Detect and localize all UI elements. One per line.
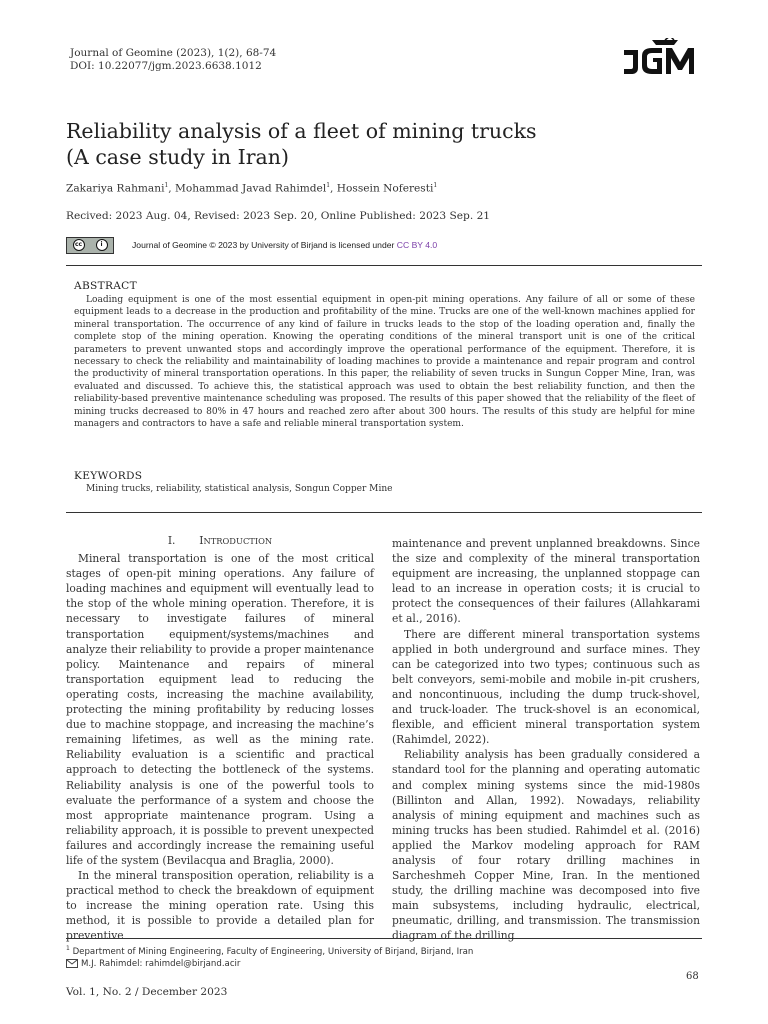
article-title bbox=[66, 118, 686, 170]
footnote-mark: 1 bbox=[66, 945, 70, 952]
section-number: I. bbox=[167, 534, 176, 547]
abstract-heading: ABSTRACT bbox=[74, 280, 137, 292]
license-text bbox=[132, 240, 437, 250]
divider bbox=[66, 512, 702, 513]
volume-info: Vol. 1, No. 2 / December 2023 bbox=[66, 986, 228, 998]
body-column-left bbox=[66, 533, 374, 944]
title-line-1: Reliability analysis of a fleet of mining trucks bbox=[66, 119, 537, 143]
publication-dates: Recived: 2023 Aug. 04, Revised: 2023 Sep. 20, Online Published: 2023 Sep. 21 bbox=[66, 210, 491, 222]
section-title-initial: I bbox=[199, 534, 204, 547]
license-statement: Journal of Geomine © 2023 by University of Birjand is licensed under bbox=[132, 240, 397, 250]
license-row bbox=[66, 236, 437, 254]
cc-by-badge-icon bbox=[66, 237, 114, 254]
title-line-2: (A case study in Iran) bbox=[66, 145, 289, 169]
section-title-rest: NTRODUCTION bbox=[203, 536, 273, 546]
page-number: 68 bbox=[686, 971, 699, 982]
affiliation-footnote bbox=[66, 945, 473, 957]
author-list bbox=[66, 182, 437, 195]
journal-header bbox=[70, 47, 276, 73]
abstract-text: Loading equipment is one of the most essential equipment in open-pit mining operations. Any failure of all or some of these equipment leads to a decrease in the production and profitability of the mine. Trucks are one of the well-known machines applied for mineral transportation. The occurrence of any kind of failure in trucks leads to the stop of the loading operation and, finally the complete stop of the mining operation. Knowing the operating conditions of the mineral transport unit is one of the critical parameters to prevent unwanted stops and accordingly improve the operational performance of the equipment. Therefore, it is necessary to check the reliability and maintainability of loading machines to provide a maintenance and repair program and control the productivity of mineral transportation operations. In this paper, the reliability of seven trucks in Sungun Copper Mine, Iran, was evaluated and discussed. To achieve this, the statistical approach was used to obtain the best reliability function, and then the reliability-based preventive maintenance scheduling was proposed. The results of this paper showed that the reliability of the fleet of mining trucks decreased to 80% in 47 hours and reached zero after about 300 hours. The results of this study are helpful for mine managers and contractors to have a safe and reliable mineral transportation system. bbox=[74, 295, 695, 430]
journal-logo bbox=[622, 38, 700, 76]
author-name: Mohammad Javad Rahimdel bbox=[175, 182, 327, 195]
paragraph: In the mineral transposition operation, reliability is a practical method to check the breakdown of equipment to increase the mining operation rate. Using this method, it is possible to provide a detailed plan for preventive bbox=[66, 869, 374, 943]
author-separator: , bbox=[330, 182, 337, 195]
footnote-divider bbox=[66, 938, 702, 939]
cc-icon: cc bbox=[73, 239, 85, 251]
contact-footnote bbox=[66, 959, 240, 969]
author-name: Hossein Noferesti bbox=[336, 182, 434, 195]
paragraph: maintenance and prevent unplanned breakdowns. Since the size and complexity of the mineral transportation equipment are increasing, the unplanned stoppage can lead to an increase in operation costs; it is crucial to protect the consequences of their failures (Allahkarami et al., 2016). bbox=[392, 537, 700, 626]
contact-text: M.J. Rahimdel: rahimdel@birjand.acir bbox=[81, 959, 241, 969]
doi: DOI: 10.22077/jgm.2023.6638.1012 bbox=[70, 60, 262, 72]
keywords-heading: KEYWORDS bbox=[74, 470, 143, 482]
keywords-text: Mining trucks, reliability, statistical analysis, Songun Copper Mine bbox=[86, 484, 393, 494]
author-separator: , bbox=[168, 182, 176, 195]
attribution-icon: i bbox=[96, 239, 108, 251]
journal-citation: Journal of Geomine (2023), 1(2), 68-74 bbox=[70, 47, 277, 59]
paragraph: Mineral transportation is one of the most critical stages of open-pit mining operations. Any failure of loading machines and equipment will eventually lead to the stop of the whole mining operation. Therefore, it is necessary to investigate failures of mineral transportation equipment/systems/machines and analyze their reliability to provide a proper maintenance policy. Maintenance and repairs of mineral transportation equipment lead to reducing the operating costs, increasing the machine availability, protecting the mining profitability by reducing losses due to machine stoppage, and increasing the machine’s remaining lifetimes, as well as the mining rate. Reliability evaluation is a scientific and practical approach to detecting the bottleneck of the systems. Reliability analysis is one of the powerful tools to evaluate the performance of a system and choose the most appropriate maintenance program. Using a reliability approach, it is possible to prevent unexpected failures and accordingly increase the remaining useful life of the system (Bevilacqua and Braglia, 2000). bbox=[66, 552, 374, 867]
divider bbox=[66, 265, 702, 266]
section-heading bbox=[66, 533, 374, 549]
body-column-right bbox=[392, 536, 700, 944]
affiliation-mark: 1 bbox=[326, 182, 331, 189]
paragraph: Reliability analysis has been gradually considered a standard tool for the planning and operating automatic and complex mining systems since the mid-1980s (Billinton and Allan, 1992). Nowadays, reliability analysis of mining equipment and machines such as mining trucks has been studied. Rahimdel et al. (2016) applied the Markov modeling approach for RAM analysis of four rotary drilling machines in Sarcheshmeh Copper Mine, Iran. In the mentioned study, the drilling machine was decomposed into five main subsystems, including hydraulic, electrical, pneumatic, drilling, and transmission. The transmission diagram of the drilling bbox=[392, 748, 700, 943]
affiliation-mark: 1 bbox=[433, 182, 438, 189]
author-name: Zakariya Rahmani bbox=[66, 182, 165, 195]
affiliation-mark: 1 bbox=[164, 182, 169, 189]
abstract-body bbox=[74, 294, 695, 430]
cc-by-link[interactable]: CC BY 4.0 bbox=[396, 240, 438, 250]
envelope-icon bbox=[66, 959, 78, 968]
paragraph: There are different mineral transportation systems applied in both underground and surface mines. They can be categorized into two types; continuous such as belt conveyors, semi-mobile and mobile in-pit crushers, and noncontinuous, including the dump truck-shovel, and truck-loader. The truck-shovel is an economical, flexible, and efficient mineral transportation system (Rahimdel, 2022). bbox=[392, 627, 700, 747]
affiliation-text: Department of Mining Engineering, Faculty of Engineering, University of Birjand, Birjand, Iran bbox=[72, 946, 474, 957]
